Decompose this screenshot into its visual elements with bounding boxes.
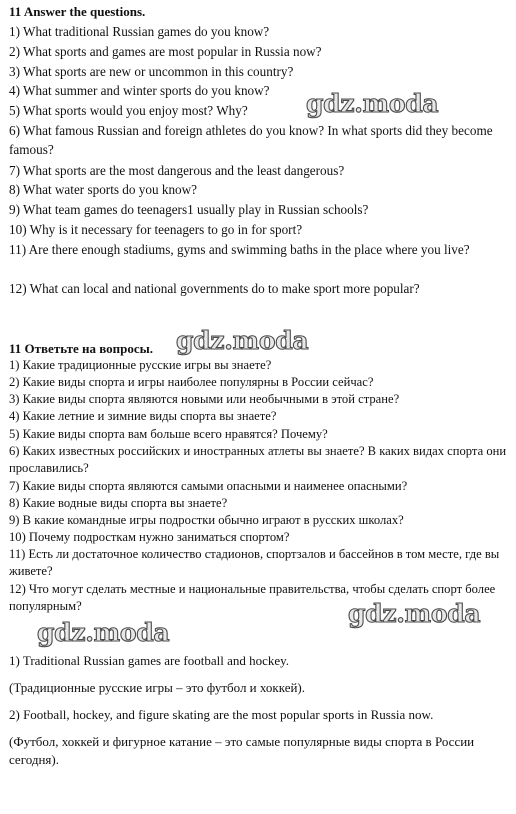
- russian-question-1: 1) Какие традиционные русские игры вы знаете?: [9, 358, 272, 372]
- english-question-9: 9) What team games do teenagers1 usually play in Russian schools?: [9, 202, 369, 217]
- russian-question-9: 9) В какие командные игры подростки обычно играют в русских школах?: [9, 513, 404, 527]
- english-section-title: 11 Answer the questions.: [9, 4, 146, 19]
- english-question-8: 8) What water sports do you know?: [9, 182, 198, 197]
- russian-question-12: 12) Что могут сделать местные и национальные правительства, чтобы сделать спорт более популярным?: [9, 582, 496, 614]
- english-question-7: 7) What sports are the most dangerous and the least dangerous?: [9, 163, 345, 178]
- english-question-2: 2) What sports and games are most popular in Russia now?: [9, 44, 322, 59]
- russian-question-4: 4) Какие летние и зимние виды спорта вы знаете?: [9, 409, 277, 423]
- answer-2-english: 2) Football, hockey, and figure skating are the most popular sports in Russia now.: [9, 707, 434, 722]
- english-question-10: 10) Why is it necessary for teenagers to go in for sport?: [9, 222, 303, 237]
- watermark-logo: gdz.moda: [37, 618, 170, 647]
- russian-question-10: 10) Почему подросткам нужно заниматься спортом?: [9, 530, 290, 544]
- english-question-6: 6) What famous Russian and foreign athletes do you know? In what sports did they become famous?: [9, 123, 493, 157]
- russian-question-8: 8) Какие водные виды спорта вы знаете?: [9, 496, 228, 510]
- answer-1-english: 1) Traditional Russian games are football and hockey.: [9, 653, 290, 668]
- russian-question-6: 6) Каких известных российских и иностранных атлеты вы знаете? В каких видах спорта они прославились?: [9, 444, 507, 476]
- english-question-5: 5) What sports would you enjoy most? Why?: [9, 103, 248, 118]
- russian-question-5: 5) Какие виды спорта вам больше всего нравятся? Почему?: [9, 427, 328, 441]
- russian-question-11: 11) Есть ли достаточное количество стадионов, спортзалов и бассейнов в том месте, где вы живете?: [9, 547, 500, 579]
- english-question-1: 1) What traditional Russian games do you know?: [9, 24, 270, 39]
- english-question-11: 11) Are there enough stadiums, gyms and swimming baths in the place where you live?: [9, 242, 470, 257]
- watermark-logo: gdz.moda: [306, 89, 439, 118]
- english-question-4: 4) What summer and winter sports do you know?: [9, 83, 270, 98]
- russian-section-title: 11 Ответьте на вопросы.: [9, 341, 154, 356]
- russian-question-7: 7) Какие виды спорта являются самыми опасными и наименее опасными?: [9, 479, 408, 493]
- russian-question-2: 2) Какие виды спорта и игры наиболее популярны в России сейчас?: [9, 375, 374, 389]
- english-question-12: 12) What can local and national governments do to make sport more popular?: [9, 281, 420, 296]
- english-question-3: 3) What sports are new or uncommon in this country?: [9, 64, 294, 79]
- watermark-logo: gdz.moda: [176, 326, 309, 355]
- answer-1-russian: (Традиционные русские игры – это футбол и хоккей).: [9, 680, 306, 695]
- watermark-logo: gdz.moda: [348, 599, 481, 628]
- answer-2-russian: (Футбол, хоккей и фигурное катание – это самые популярные виды спорта в России сегодня).: [9, 734, 475, 767]
- russian-question-3: 3) Какие виды спорта являются новыми или необычными в этой стране?: [9, 392, 400, 406]
